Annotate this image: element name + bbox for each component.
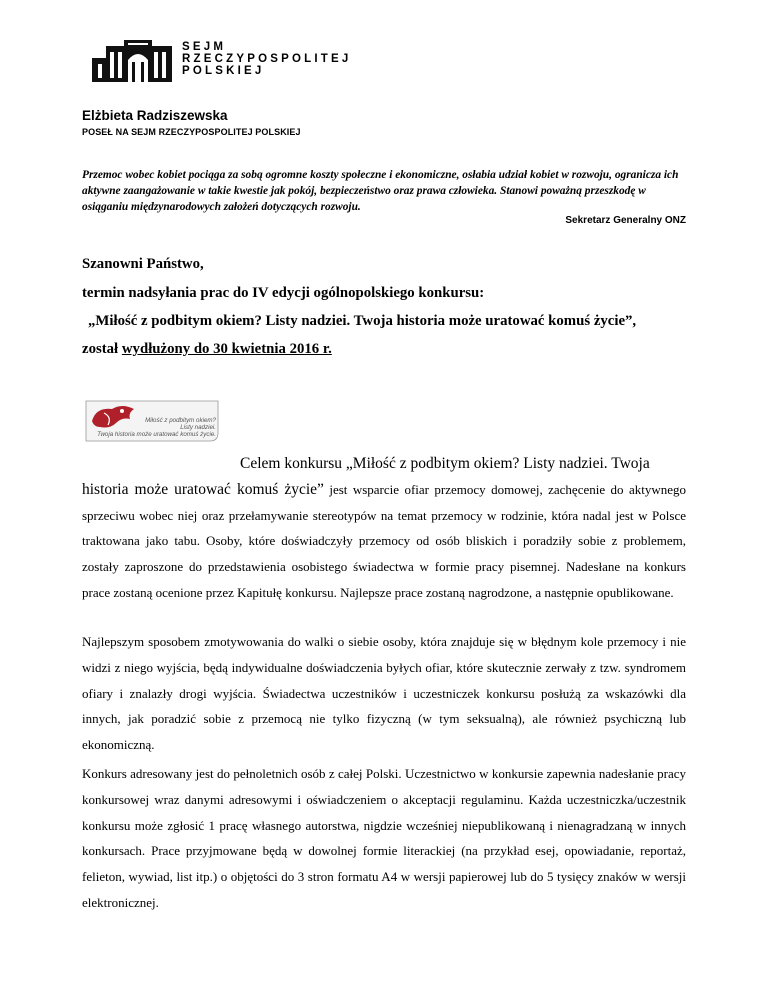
greeting: Szanowni Państwo, — [82, 256, 204, 272]
contest-badge — [82, 399, 222, 443]
sejm-logo — [90, 36, 352, 84]
badge-line-2: Listy nadziei. — [180, 424, 216, 431]
logo-line-2: RZECZYPOSPOLITEJ — [182, 53, 352, 65]
logo-line-3: POLSKIEJ — [182, 65, 265, 77]
logo-line-1: SEJM — [182, 41, 227, 53]
extension-prefix: został — [82, 341, 122, 357]
epigraph-quote: Przemoc wobec kobiet pociąga za sobą ogromne koszty społeczne i ekonomiczne, osłabia udział kobiet w rozwoju, ogranicza ich aktywne zaangażowanie w takie kwestie jak pokój, bezpieczeństwo oraz prawa człowieka. Stanowi poważną przeszkodę w osiąganiu międzynarodowych założeń dotyczących rozwoju. — [82, 169, 679, 213]
paragraph-rules: Konkurs adresowany jest do pełnoletnich osób z całej Polski. Uczestnictwo w konkursie zapewnia nadesłanie pracy konkursowej wraz danymi adresowymi i oświadczeniem o akceptacji regulaminu. Każda uczestniczka/uczestnik konkursu może zgłosić 1 pracę własnego autorstwa, nigdzie wcześniej niepublikowaną i nienagradzaną w innych konkursach. Prace przyjmowane będą w dowolnej formie literackiej (na przykład esej, opowiadanie, reportaż, felieton, wywiad, list itp.) o objętości do 3 stron formatu A4 w wersji papierowej lub do 5 tysięcy znaków w wersji elektronicznej. — [82, 766, 686, 910]
deadline-heading: termin nadsyłania prac do IV edycji ogólnopolskiego konkursu: — [82, 285, 485, 301]
epigraph-source: Sekretarz Generalny ONZ — [565, 215, 686, 226]
paragraph-goal-lead: Celem konkursu „Miłość z podbitym okiem? Listy nadziei. Twoja — [240, 455, 650, 472]
paragraph-goal-rest: jest wsparcie ofiar przemocy domowej, zachęcenie do aktywnego sprzeciwu wobec niej oraz przełamywanie stereotypów na temat przemocy w rodzinie, która nadal jest w Polsce traktowana jako tabu. Osoby, które doświadczyły przemocy od osób bliskich i poradziły sobie z problemem, zostały zaproszone do przedstawienia osobistego świadectwa w formie pracy pisemnej. Nadesłane na konkurs prace zostaną ocenione przez Kapitułę konkursu. Najlepsze prace zostaną nagrodzone, a następnie opublikowane. — [82, 481, 687, 600]
paragraph-motivation: Najlepszym sposobem zmotywowania do walki o siebie osoby, która znajduje się w błędnym kole przemocy i nie widzi z niego wyjścia, będą indywidualne doświadczenia byłych ofiar, które skutecznie zerwały z tzw. syndromem ofiary i znalazły drogi wyjścia. Świadectwa uczestników i uczestniczek konkursu posłużą za wskazówki dla innych, jak poradzić sobie z przemocą nie tylko fizyczną (w tym seksualną), ale również psychiczną lub ekonomiczną. — [82, 634, 686, 753]
author-role: POSEŁ NA SEJM RZECZYPOSPOLITEJ POLSKIEJ — [82, 127, 301, 137]
contest-title: „Miłość z podbitym okiem? Listy nadziei. Twoja historia może uratować komuś życie”, — [88, 313, 637, 329]
badge-line-3: Twoja historia może uratować komuś życie. — [97, 431, 216, 438]
badge-line-1: Miłość z podbitym okiem? — [145, 417, 216, 424]
sejm-building-icon — [90, 36, 176, 84]
author-name: Elżbieta Radziszewska — [82, 108, 228, 123]
paragraph-goal-lead-2: historia może uratować komuś życie” — [82, 480, 324, 498]
paragraph-goal — [82, 451, 686, 606]
extension-date: wydłużony do 30 kwietnia 2016 r. — [121, 341, 332, 357]
deadline-extension — [82, 341, 332, 358]
